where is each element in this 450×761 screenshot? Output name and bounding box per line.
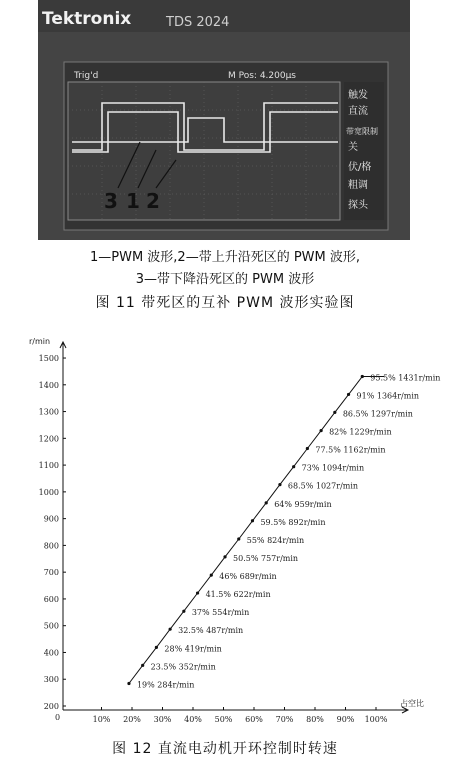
- data-point: [210, 574, 213, 577]
- y-tick-label: 400: [43, 648, 59, 658]
- data-point: [251, 519, 254, 522]
- data-point: [306, 447, 309, 450]
- y-tick-label: 800: [43, 541, 59, 551]
- scope-model: TDS 2024: [166, 15, 230, 30]
- scope-trigger-state: Trig'd: [74, 71, 99, 81]
- scope-menu-item: 探头: [348, 200, 368, 211]
- data-point: [333, 411, 336, 414]
- y-tick-label: 200: [43, 702, 59, 711]
- speed-series-line: [129, 377, 384, 684]
- x-tick-label: 20%: [123, 715, 141, 724]
- data-label: 82% 1229r/min: [329, 427, 392, 437]
- x-tick-label: 10%: [92, 715, 111, 724]
- figure-11-title: 图 11 带死区的互补 PWM 波形实验图: [95, 295, 355, 311]
- x-tick-label: 30%: [153, 715, 172, 724]
- scope-brand: Tektronix: [42, 9, 132, 29]
- data-label: 28% 419r/min: [164, 644, 222, 654]
- data-label: 32.5% 487r/min: [178, 626, 244, 636]
- y-tick-label: 600: [43, 594, 59, 604]
- trace-marker-2: 2: [146, 189, 160, 213]
- y-tick-label: 700: [43, 568, 59, 578]
- data-label: 59.5% 892r/min: [260, 517, 326, 527]
- data-label: 41.5% 622r/min: [205, 590, 271, 600]
- y-tick-label: 1500: [38, 354, 59, 364]
- y-tick-label: 1100: [38, 461, 59, 471]
- oscilloscope-photo: [38, 0, 410, 240]
- x-tick-label: 100%: [364, 715, 388, 724]
- data-label: 46% 689r/min: [219, 572, 277, 582]
- data-label: 23.5% 352r/min: [150, 662, 216, 672]
- trace-marker-1: 1: [126, 189, 140, 213]
- x-tick-label: 60%: [245, 715, 263, 724]
- y-axis-label: r/min: [29, 337, 51, 346]
- scope-menu-item: 带宽限制: [346, 127, 378, 136]
- x-tick-label: 90%: [336, 715, 355, 724]
- data-label: 73% 1094r/min: [301, 463, 365, 473]
- y-tick-label: 1300: [38, 407, 59, 417]
- figure-12-title: 图 12 直流电动机开环控制时转速: [112, 741, 338, 757]
- data-label: 37% 554r/min: [191, 608, 250, 618]
- y-tick-label: 1400: [38, 380, 59, 390]
- y-tick-label: 1000: [38, 487, 59, 497]
- data-label: 55% 824r/min: [246, 535, 305, 545]
- data-point: [196, 591, 199, 594]
- y-tick-label: 900: [43, 514, 59, 524]
- data-point: [347, 393, 350, 396]
- data-label: 50.5% 757r/min: [233, 553, 299, 563]
- y-tick-label: 1200: [38, 434, 59, 444]
- scope-menu-item: 粗调: [348, 180, 368, 191]
- data-point: [141, 664, 144, 667]
- scope-timebase: M Pos: 4.200μs: [228, 71, 297, 81]
- figure-11-caption-line2: 3—带下降沿死区的 PWM 波形: [135, 272, 315, 287]
- scope-menu-item: 伏/格: [348, 162, 372, 173]
- data-point: [361, 375, 364, 378]
- data-point: [182, 610, 185, 613]
- x-origin-label: 0: [55, 713, 61, 722]
- data-label: 86.5% 1297r/min: [342, 409, 413, 419]
- y-tick-label: 500: [43, 621, 59, 631]
- data-point: [169, 628, 172, 631]
- data-label: 77.5% 1162r/min: [315, 445, 386, 455]
- data-label: 91% 1364r/min: [356, 391, 420, 401]
- scope-menu-item: 触发: [348, 90, 368, 101]
- data-point: [127, 682, 130, 685]
- data-point: [223, 555, 226, 558]
- speed-chart: [0, 330, 450, 730]
- scope-menu-item: 关: [348, 142, 358, 153]
- x-tick-label: 70%: [275, 715, 294, 724]
- data-point: [292, 465, 295, 468]
- x-tick-label: 80%: [306, 715, 324, 724]
- scope-menu-item: 直流: [348, 106, 368, 117]
- data-label: 68.5% 1027r/min: [287, 481, 359, 491]
- x-axis-label: 占空比: [400, 699, 424, 708]
- data-label: 95.5% 1431r/min: [370, 373, 441, 383]
- y-tick-label: 300: [43, 675, 59, 685]
- data-point: [278, 483, 281, 486]
- oscilloscope-illustration: [38, 0, 410, 240]
- data-label: 64% 959r/min: [274, 499, 332, 509]
- x-tick-label: 50%: [214, 715, 233, 724]
- data-point: [265, 501, 268, 504]
- trace-marker-3: 3: [104, 189, 118, 213]
- data-point: [237, 537, 240, 540]
- data-label: 19% 284r/min: [136, 680, 195, 690]
- data-labels: [137, 373, 440, 689]
- y-ticks: [39, 354, 66, 711]
- data-point: [155, 646, 158, 649]
- data-point: [320, 429, 323, 432]
- figure-11-caption-line1: 1—PWM 波形,2—带上升沿死区的 PWM 波形,: [89, 250, 361, 265]
- x-tick-label: 40%: [184, 715, 202, 724]
